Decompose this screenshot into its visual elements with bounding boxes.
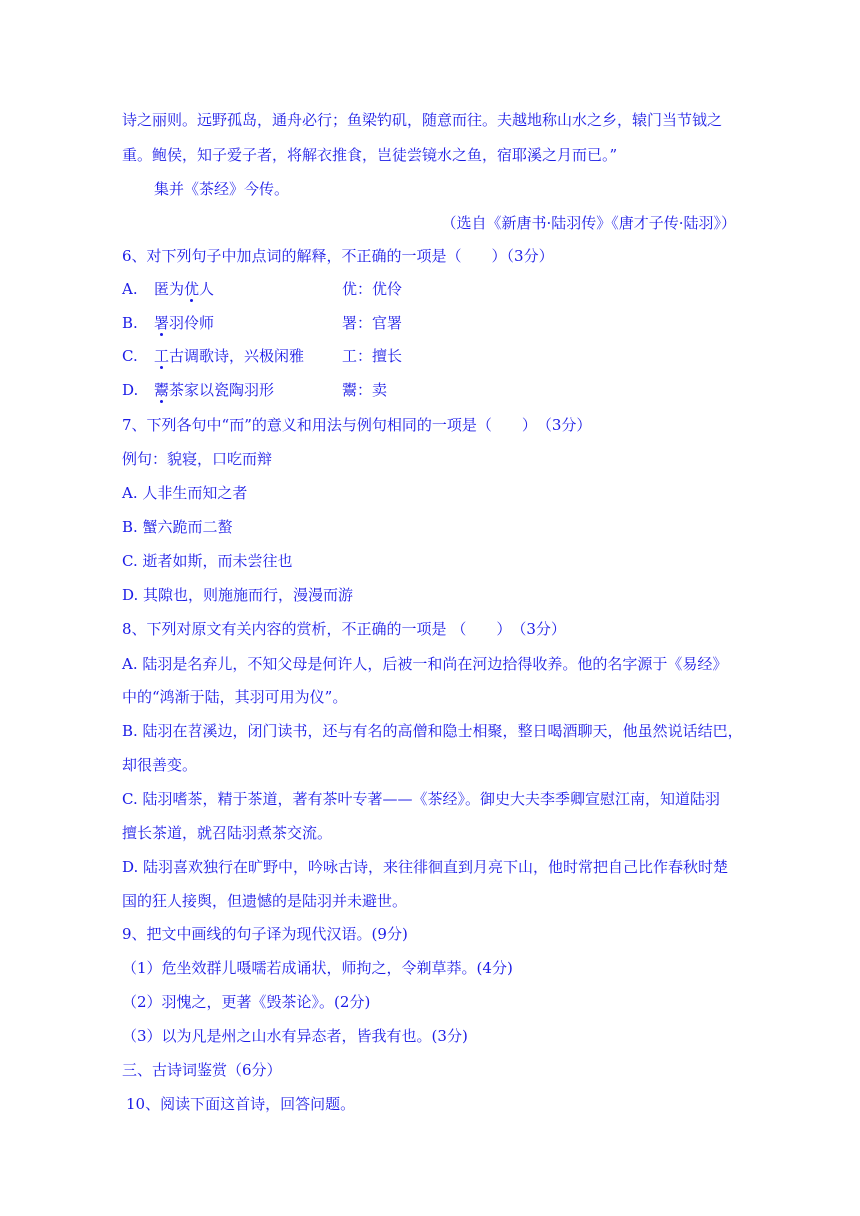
q7-option-d: D. 其隙也，则施施而行，漫漫而游 — [122, 586, 354, 604]
option-sentence: 匿为优人 — [154, 280, 215, 298]
q8-option-a-line2: 中的“鸿渐于陆，其羽可用为仪”。 — [122, 688, 348, 706]
option-gloss: 优：优伶 — [342, 280, 403, 298]
section-3-heading: 三、古诗词鉴赏（6分） — [122, 1061, 282, 1079]
q9-item-3: （3）以为凡是州之山水有异态者，皆我有也。(3分) — [122, 1027, 468, 1045]
q6-option-a — [122, 279, 402, 299]
q9-item-2: （2）羽愧之，更著《毁茶论》。(2分) — [122, 993, 371, 1011]
passage-source: （选自《新唐书·陆羽传》《唐才子传·陆羽》） — [441, 214, 736, 232]
option-gloss: 鬻：卖 — [342, 381, 388, 399]
question-8-stem: 8、下列对原文有关内容的赏析，不正确的一项是 （ ） （3分） — [122, 620, 566, 638]
dotted-word: 鬻 — [154, 381, 170, 399]
q8-option-d-line1: D. 陆羽喜欢独行在旷野中，吟咏古诗，来往徘徊直到月亮下山，他时常把自己比作春秋时楚 — [122, 858, 729, 876]
q6-option-b — [122, 313, 402, 333]
question-10-stem: 10、阅读下面这首诗，回答问题。 — [126, 1095, 356, 1113]
q8-option-c-line2: 擅长茶道，就召陆羽煮茶交流。 — [122, 824, 333, 842]
q8-option-a-line1: A. 陆羽是名弃儿，不知父母是何许人，后被一和尚在河边拾得收养。他的名字源于《易经》 — [122, 655, 728, 673]
q9-item-1: （1）危坐效群儿嗫嚅若成诵状，师拘之，令剃草莽。(4分) — [122, 959, 513, 977]
q6-option-d — [122, 380, 387, 400]
dotted-word: 署 — [154, 314, 170, 332]
question-7-example: 例句：貌寝，口吃而辩 — [122, 450, 273, 468]
option-letter: B. — [122, 314, 138, 332]
dotted-word: 优 — [184, 280, 200, 298]
q6-option-c — [122, 346, 402, 366]
q8-option-b-line1: B. 陆羽在苕溪边，闭门读书，还与有名的高僧和隐士相聚，整日喝酒聊天，他虽然说话结巴， — [122, 722, 743, 740]
option-sentence: 署羽伶师 — [154, 314, 215, 332]
question-9-stem: 9、把文中画线的句子译为现代汉语。(9分) — [122, 925, 408, 943]
option-sentence: 工古调歌诗，兴极闲雅 — [154, 347, 305, 365]
q7-option-b: B. 蟹六跪而二螯 — [122, 518, 233, 536]
dotted-word: 工 — [154, 347, 170, 365]
option-sentence: 鬻茶家以瓷陶羽形 — [154, 381, 275, 399]
q7-option-a: A. 人非生而知之者 — [122, 484, 248, 502]
option-letter: C. — [122, 347, 138, 365]
passage-line: 集并《茶经》今传。 — [154, 180, 290, 198]
option-gloss: 工：擅长 — [342, 347, 403, 365]
q8-option-c-line1: C. 陆羽嗜茶，精于茶道，著有茶叶专著——《茶经》。御史大夫李季卿宣慰江南，知道陆羽 — [122, 790, 720, 808]
option-letter: A. — [122, 280, 138, 298]
passage-line: 重。鲍侯，知子爱子者，将解衣推食，岂徒尝镜水之鱼，宿耶溪之月而已。” — [122, 146, 618, 164]
q7-option-c: C. 逝者如斯，而未尝往也 — [122, 552, 293, 570]
q8-option-d-line2: 国的狂人接舆，但遗憾的是陆羽并未避世。 — [122, 892, 408, 910]
option-letter: D. — [122, 381, 139, 399]
q8-option-b-line2: 却很善变。 — [122, 756, 198, 774]
passage-line: 诗之丽则。远野孤岛，通舟必行；鱼梁钓矶，随意而往。夫越地称山水之乡，辕门当节钺之 — [122, 111, 723, 129]
question-6-stem: 6、对下列句子中加点词的解释，不正确的一项是（ ）（3分） — [122, 247, 554, 265]
option-gloss: 署：官署 — [342, 314, 403, 332]
question-7-stem: 7、下列各句中“而”的意义和用法与例句相同的一项是（ ） （3分） — [122, 416, 592, 434]
